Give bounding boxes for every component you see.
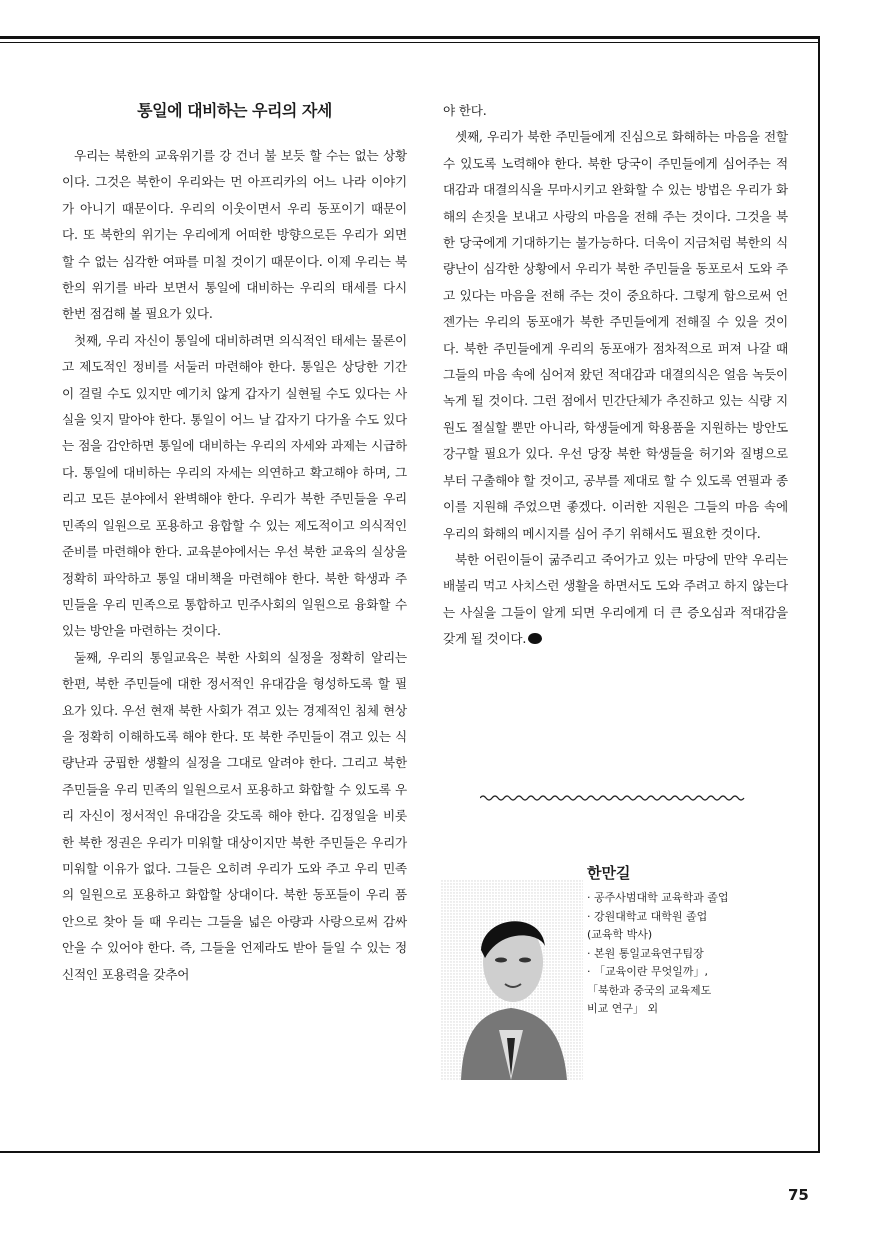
paragraph-third: 셋째, 우리가 북한 주민들에게 진심으로 화해하는 마음을 전할 수 있도록 노력해야 한다. 북한 당국이 주민들에게 심어주는 적대감과 대결의식을 무마시키고 완화할 수 있는 방법은 우리가 화해의 손짓을 보내고 사랑의 마음을 전해 주는 것이다. 그것을 북한 당국에게 기대하기는 불가능하다. 더욱이 지금처럼 북한의 식량난이 심각한 상황에서 우리가 북한 주민들을 동포로서 도와 주고 있다는 마음을 전해 주는 것이 중요하다. 그렇게 함으로써 언젠가는 우리의 동포애가 북한 주민들에게 전해질 수 있을 것이다. 북한 주민들에게 우리의 동포애가 점차적으로 퍼져 나갈 때 그들의 마음 속에 심어져 왔던 적대감과 대결의식은 얼음 녹듯이 녹게 될 것이다. 그런 점에서 민간단체가 추진하고 있는 식량 지원도 절실할 뿐만 아니라, 학생들에게 학용품을 지원하는 방안도 강구할 필요가 있다. 우선 당장 북한 학생들을 허기와 질병으로부터 구출해야 할 것이고, 공부를 제대로 할 수 있도록 연필과 종이를 지원해 주었으면 좋겠다. 이러한 지원은 그들의 마음 속에 우리의 화해의 메시지를 심어 주기 위해서도 필요한 것이다. [443,129,788,541]
article-title: 통일에 대비하는 우리의 자세 [137,101,332,120]
author-name: 한만길 [587,864,631,882]
author-bio-item: · 「교육이란 무엇일까」, [587,965,708,978]
paragraph-second: 둘째, 우리의 통일교육은 북한 사회의 실정을 정확히 알리는 한편, 북한 주민들에 대한 정서적인 유대감을 형성하도록 할 필요가 있다. 우선 현재 북한 사회가 겪고 있는 경제적인 침체 현상을 정확히 이해하도록 해야 한다. 또 북한 주민들이 겪고 있는 식량난과 궁핍한 생활의 실정을 그대로 알려야 한다. 그리고 북한 주민들을 우리 민족의 일원으로서 포용하고 화합할 수 있도록 우리 자신이 정서적인 유대감을 갖도록 해야 한다. 김정일을 비롯한 북한 정권은 우리가 미워할 대상이지만 북한 주민들은 우리가 미워할 이유가 없다. 그들은 오히려 우리가 도와 주고 우리 민족의 일원으로 포용하고 화합할 상대이다. 북한 동포들이 우리 품안으로 찾아 들 때 우리는 그들을 넓은 아량과 사랑으로써 감싸 안을 수 있어야 한다. 즉, 그들을 언제라도 받아 들일 수 있는 정신적인 포용력을 갖추어 [62,649,407,982]
page-number: 75 [788,1186,809,1204]
author-bio-item: · 본원 통일교육연구팀장 [587,946,704,960]
paragraph-second-continued: 야 한다. [443,103,487,118]
paragraph-closing [443,547,788,653]
left-column [62,98,407,988]
top-rule [0,36,820,39]
author-bio-item: 「북한과 중국의 교육제도 [587,983,712,997]
end-mark-icon [528,633,542,644]
wavy-divider [480,792,748,804]
author-bio-item: · 공주사범대학 교육학과 졸업 [587,891,729,904]
author-portrait-icon [441,880,583,1080]
author-bio-item: 비교 연구」 외 [587,1002,659,1015]
author-bio-item: (교육학 박사) [587,928,653,941]
bottom-rule [0,1151,820,1153]
paragraph-first: 첫째, 우리 자신이 통일에 대비하려면 의식적인 태세는 물론이고 제도적인 정비를 서둘러 마련해야 한다. 통일은 상당한 기간이 걸릴 수도 있지만 예기치 않게 갑자기 실현될 수도 있다는 사실을 잊지 말아야 한다. 통일이 어느 날 갑자기 다가올 수도 있다는 점을 감안하면 통일에 대비하는 우리의 자세와 과제는 시급하다. 통일에 대비하는 우리의 자세는 의연하고 확고해야 하며, 그리고 모든 분야에서 완벽해야 한다. 우리가 북한 주민들을 우리 민족의 일원으로 포용하고 융합할 수 있는 제도적이고 의식적인 준비를 마련해야 한다. 교육분야에서는 우선 북한 교육의 실상을 정확히 파악하고 통일 대비책을 마련해야 한다. 북한 학생과 주민들을 우리 민족으로 통합하고 민주사회의 일원으로 융화할 수 있는 방안을 마련하는 것이다. [62,332,407,639]
top-rule-thin [0,42,820,43]
paragraph-closing-text: 북한 어린이들이 굶주리고 죽어가고 있는 마당에 만약 우리는 배불리 먹고 사치스런 생활을 하면서도 도와 주려고 하지 않는다는 사실을 그들이 알게 되면 우리에게 더 큰 증오심과 적대감을 갖게 될 것이다. [443,551,788,647]
right-rule [818,36,820,1151]
right-column [443,98,788,653]
author-info [587,862,807,1019]
paragraph-intro: 우리는 북한의 교육위기를 강 건너 불 보듯 할 수는 없는 상황이다. 그것은 북한이 우리와는 먼 아프리카의 어느 나라 이야기가 아니기 때문이다. 우리의 이웃이면서 우리 동포이기 때문이다. 또 북한의 위기는 우리에게 어떠한 방향으로든 우리가 외면할 수 없는 심각한 여파를 미칠 것이기 때문이다. 이제 우리는 북한의 위기를 바라 보면서 통일에 대비하는 우리의 태세를 다시 한번 점검해 볼 필요가 있다. [62,148,407,322]
author-bio-item: · 강원대학교 대학원 졸업 [587,909,708,923]
author-bio-list [587,889,807,1019]
